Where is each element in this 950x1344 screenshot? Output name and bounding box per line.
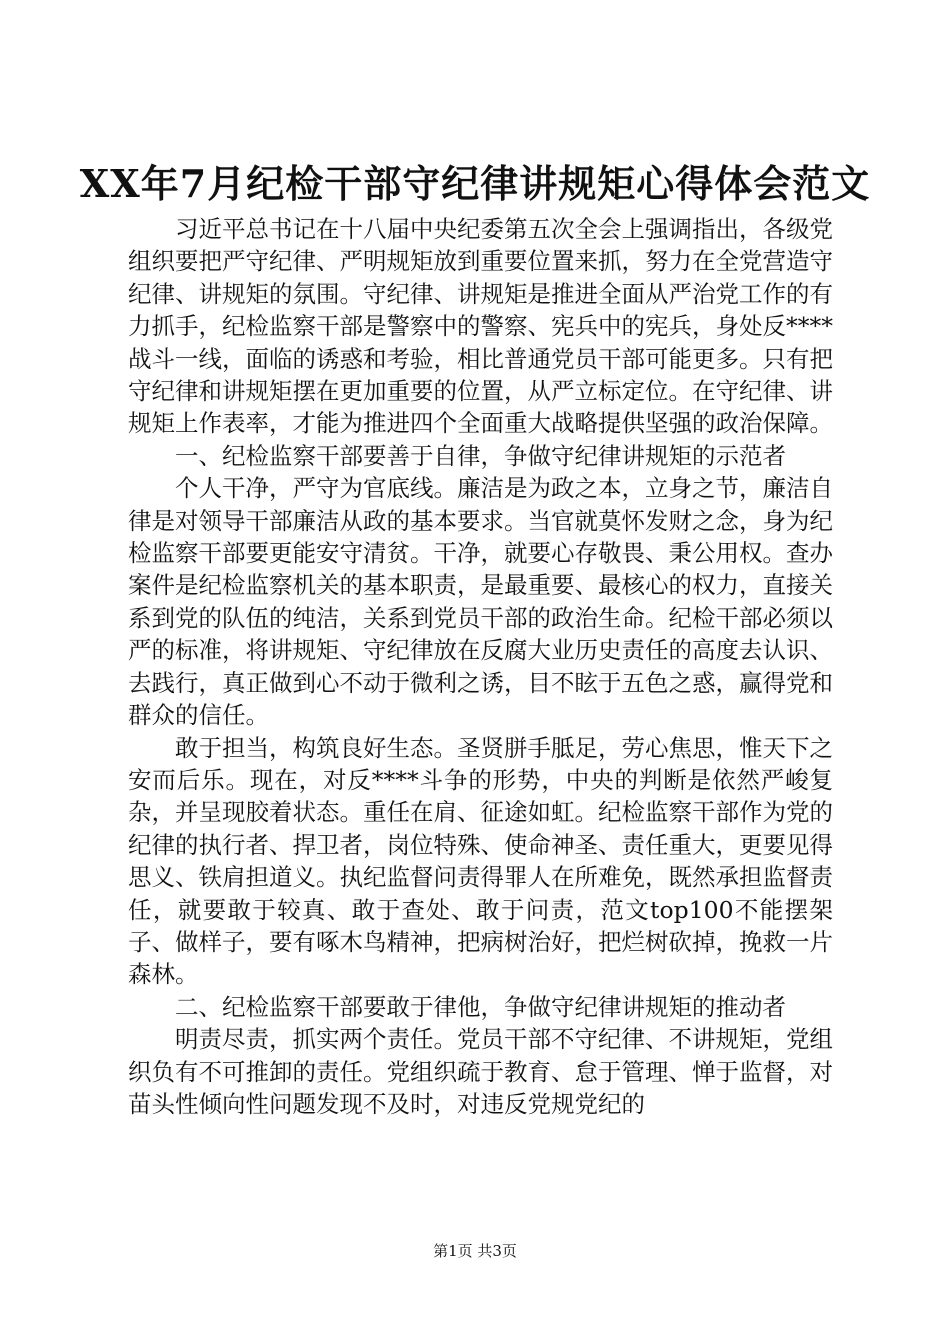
paragraph-duties: 明责尽责，抓实两个责任。党员干部不守纪律、不讲规矩，党组织负有不可推卸的责任。党组织疏于教育、怠于管理、惮于监督，对苗头性倾向性问题发现不及时，对违反党规党纪的	[128, 1025, 833, 1118]
document-body	[128, 213, 833, 1120]
section-heading-2: 二、纪检监察干部要敢于律他，争做守纪律讲规矩的推动者	[175, 992, 786, 1021]
paragraph-responsibility: 敢于担当，构筑良好生态。圣贤胼手胝足，劳心焦思，惟天下之安而后乐。现在，对反****斗争的形势，中央的判断是依然严峻复杂，并呈现胶着状态。重任在肩、征途如虹。纪检监察干部作为党的纪律的执行者、捍卫者，岗位特殊、使命神圣、责任重大，更要见得思义、铁肩担道义。执纪监督问责得罪人在所难免，既然承担监督责任，就要敢于较真、敢于查处、敢于问责，范文top100不能摆架子、做样子，要有啄木鸟精神，把病树治好，把烂树砍掉，挽救一片森林。	[128, 733, 833, 989]
section-heading-1: 一、纪检监察干部要善于自律，争做守纪律讲规矩的示范者	[175, 441, 786, 470]
paragraph-integrity: 个人干净，严守为官底线。廉洁是为政之本，立身之节，廉洁自律是对领导干部廉洁从政的基本要求。当官就莫怀发财之念，身为纪检监察干部要更能安守清贫。干净，就要心存敬畏、秉公用权。查办案件是纪检监察机关的基本职责，是最重要、最核心的权力，直接关系到党的队伍的纯洁，关系到党员干部的政治生命。纪检干部必须以严的标准，将讲规矩、守纪律放在反腐大业历史责任的高度去认识、去践行，真正做到心不动于微利之诱，目不眩于五色之惑，赢得党和群众的信任。	[128, 474, 833, 730]
document-title: XX年7月纪检干部守纪律讲规矩心得体会范文	[79, 161, 871, 206]
paragraph-intro: 习近平总书记在十八届中央纪委第五次全会上强调指出，各级党组织要把严守纪律、严明规矩放到重要位置来抓，努力在全党营造守纪律、讲规矩的氛围。守纪律、讲规矩是推进全面从严治党工作的有力抓手，纪检监察干部是警察中的警察、宪兵中的宪兵，身处反****战斗一线，面临的诱惑和考验，相比普通党员干部可能更多。只有把守纪律和讲规矩摆在更加重要的位置，从严立标定位。在守纪律、讲规矩上作表率，才能为推进四个全面重大战略提供坚强的政治保障。	[128, 215, 833, 438]
page-number-footer: 第1页 共3页	[433, 1242, 517, 1260]
